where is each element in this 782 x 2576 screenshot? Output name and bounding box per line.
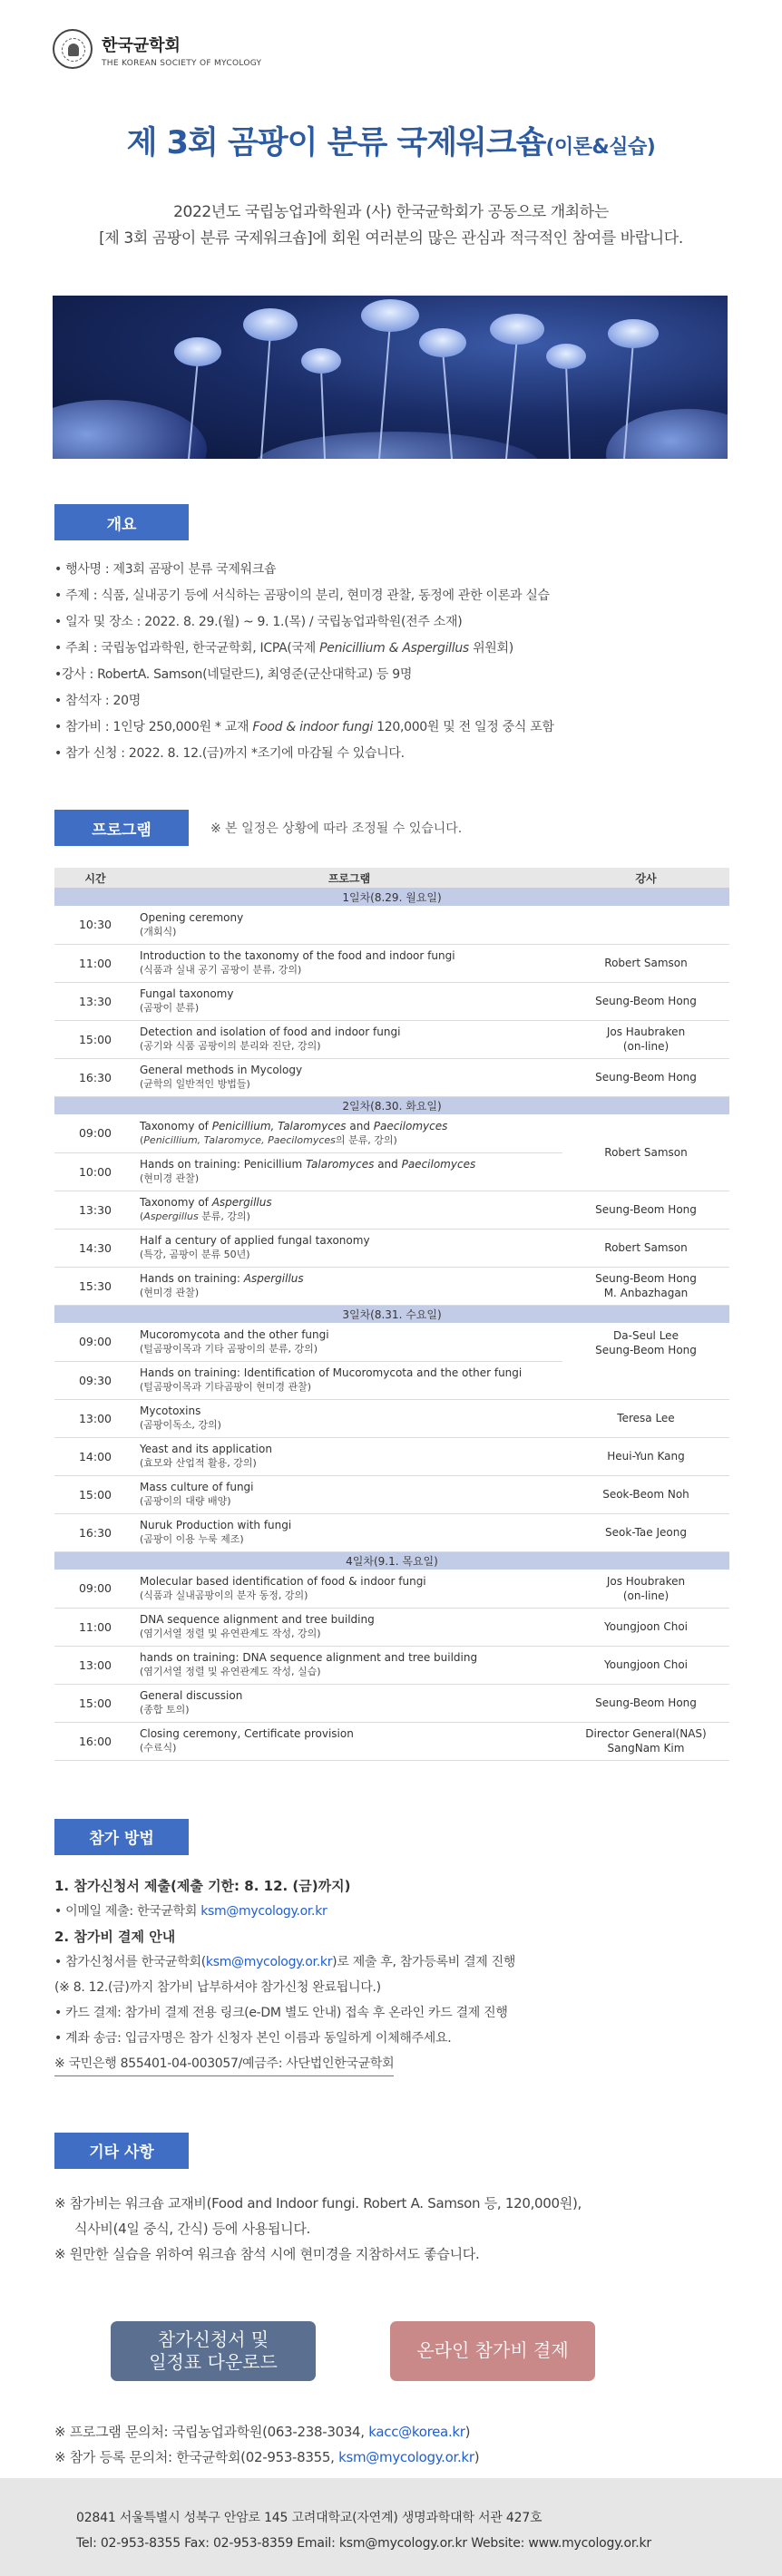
join-p1 xyxy=(54,1949,782,1975)
text-part-italic: Paecilomyces xyxy=(401,1158,476,1171)
etc-head xyxy=(54,2133,782,2169)
table-row xyxy=(54,1229,729,1267)
row-program xyxy=(136,1684,562,1722)
program-en: Half a century of applied fungal taxonomy xyxy=(140,1234,370,1247)
join-p1-email-link[interactable]: ksm@mycology.or.kr xyxy=(205,1954,333,1969)
text-part-italic: Talaromyces xyxy=(305,1158,375,1171)
table-row xyxy=(54,1020,729,1058)
action-buttons xyxy=(111,2321,782,2381)
program-en xyxy=(140,1120,447,1132)
ov-apply: • 참가 신청 : 2022. 8. 12.(금)까지 *조기에 마감될 수 있습니다. xyxy=(54,746,405,761)
program-ko: (곰팡이의 대량 배양) xyxy=(140,1495,231,1507)
col-speaker: 강사 xyxy=(562,868,729,888)
overview-tag: 개요 xyxy=(54,504,189,540)
program-tag: 프로그램 xyxy=(54,810,189,846)
ov-topic: • 주제 : 식품, 실내공기 등에 서식하는 곰팡이의 분리, 현미경 관찰, 동정에 관한 이론과 실습 xyxy=(54,588,550,603)
row-speaker: Seung-Beom Hong xyxy=(562,1191,729,1229)
program-note: ※ 본 일정은 상황에 따라 조정될 수 있습니다. xyxy=(210,821,463,836)
row-program xyxy=(136,1570,562,1608)
ov-fee-pre: • 참가비 : 1인당 250,000원 * 교재 xyxy=(54,720,253,734)
program-en xyxy=(140,1272,304,1285)
table-row xyxy=(54,1475,729,1513)
etc-tag: 기타 사항 xyxy=(54,2133,189,2169)
org-name-ko: 한국균학회 xyxy=(102,36,181,55)
program-en: Detection and isolation of food and indoor fungi xyxy=(140,1026,401,1038)
contact-section xyxy=(54,2419,782,2470)
table-row xyxy=(54,1323,729,1361)
row-program xyxy=(136,1191,562,1229)
col-time: 시간 xyxy=(54,868,136,888)
ov-fee-post: 120,000원 및 전 일정 중식 포함 xyxy=(372,720,554,734)
join-list xyxy=(54,1873,782,2076)
row-time: 11:00 xyxy=(54,1608,136,1646)
org-name xyxy=(102,29,261,68)
program-en: hands on training: DNA sequence alignment and tree building xyxy=(140,1651,478,1664)
day-row xyxy=(54,1096,729,1114)
text-part: and xyxy=(346,1119,374,1132)
intro-line-1: 2022년도 국립농업과학원과 (사) 한국균학회가 공동으로 개최하는 xyxy=(173,203,609,221)
row-program xyxy=(136,1475,562,1513)
ov-capacity: • 참석자 : 20명 xyxy=(54,694,141,708)
program-en: Closing ceremony, Certificate provision xyxy=(140,1727,354,1740)
program-ko: (현미경 관찰) xyxy=(140,1172,200,1184)
hero-fungi-image xyxy=(53,296,728,459)
program-ko: (곰팡이 분류) xyxy=(140,1002,200,1014)
join-step-1: 1. 참가신청서 제출(제출 기한: 8. 12. (금)까지) xyxy=(54,1877,351,1894)
join-p1-post: )로 제출 후, 참가등록비 결제 진행 xyxy=(332,1954,516,1969)
row-program xyxy=(136,1513,562,1551)
row-time: 14:00 xyxy=(54,1437,136,1475)
etc-section xyxy=(54,2133,782,2267)
row-program xyxy=(136,982,562,1020)
intro-line-2: [제 3회 곰팡이 분류 국제워크숍]에 회원 여러분의 많은 관심과 적극적인 참여를 바랍니다. xyxy=(99,229,683,248)
row-time: 14:30 xyxy=(54,1229,136,1267)
program-ko: (개회식) xyxy=(140,925,177,938)
row-time: 16:30 xyxy=(54,1513,136,1551)
online-payment-button[interactable]: 온라인 참가비 결제 xyxy=(390,2321,595,2381)
row-time: 16:00 xyxy=(54,1722,136,1760)
join-email xyxy=(54,1899,782,1924)
text-part-italic: Aspergillus xyxy=(143,1210,199,1222)
row-speaker: Jos Houbraken (on-line) xyxy=(562,1570,729,1608)
footer-phones: Tel: 02-953-8355 Fax: 02-953-8359 Email: ksm@mycology.or.kr Website: www.mycology.or.kr xyxy=(76,2536,651,2551)
program-ko: (식품과 실내 공기 곰팡이 분류, 강의) xyxy=(140,964,302,976)
page-title xyxy=(0,118,782,172)
program-en: Introduction to the taxonomy of the food and indoor fungi xyxy=(140,949,455,962)
day-row xyxy=(54,1551,729,1570)
hero-fungi-illustration xyxy=(53,296,728,459)
program-ko: (털곰팡이목과 기타 곰팡이의 분류, 강의) xyxy=(140,1342,318,1355)
table-row xyxy=(54,1191,729,1229)
row-speaker: Seok-Beom Noh xyxy=(562,1475,729,1513)
etc-line-1: ※ 참가비는 워크숍 교재비(Food and Indoor fungi. Robert A. Samson 등, 120,000원), xyxy=(54,2194,582,2211)
program-en: DNA sequence alignment and tree building xyxy=(140,1613,375,1626)
table-row xyxy=(54,1437,729,1475)
row-time: 13:30 xyxy=(54,1191,136,1229)
program-head xyxy=(54,810,782,846)
join-email-link[interactable]: ksm@mycology.or.kr xyxy=(200,1903,327,1919)
ov-fee-it: Food & indoor fungi xyxy=(252,720,373,734)
row-time: 10:00 xyxy=(54,1152,136,1191)
program-en xyxy=(140,1158,475,1171)
row-program xyxy=(136,1361,562,1399)
etc-line-3: ※ 원만한 실습을 위하여 워크숍 참석 시에 현미경을 지참하셔도 좋습니다. xyxy=(54,2245,480,2262)
row-time: 13:00 xyxy=(54,1399,136,1437)
contact-registration-pre: ※ 참가 등록 문의처: 한국균학회(02-953-8355, xyxy=(54,2448,339,2465)
row-program xyxy=(136,1646,562,1684)
ov-name: • 행사명 : 제3회 곰팡이 분류 국제워크숍 xyxy=(54,562,277,577)
row-program xyxy=(136,1437,562,1475)
row-speaker: Seung-Beom Hong M. Anbazhagan xyxy=(562,1267,729,1305)
title-main: 제 3회 곰팡이 분류 국제워크숍 xyxy=(126,125,546,161)
row-time: 09:30 xyxy=(54,1361,136,1399)
program-ko: (곰팡이독소, 강의) xyxy=(140,1419,221,1431)
download-form-button[interactable]: 참가신청서 및 일정표 다운로드 xyxy=(111,2321,316,2381)
text-part-italic: Penicillium, Talaromyce, Paecilomyces xyxy=(143,1133,336,1146)
program-ko: (효모와 산업적 활용, 강의) xyxy=(140,1457,257,1469)
row-program xyxy=(136,1722,562,1760)
table-row xyxy=(54,1267,729,1305)
table-row xyxy=(54,1608,729,1646)
row-speaker: Youngjoon Choi xyxy=(562,1608,729,1646)
table-row xyxy=(54,1058,729,1096)
row-speaker: Director General(NAS) SangNam Kim xyxy=(562,1722,729,1760)
contact-program xyxy=(54,2419,782,2445)
table-row xyxy=(54,1114,729,1152)
text-part: Taxonomy of xyxy=(140,1196,212,1209)
org-name-en: THE KOREAN SOCIETY OF MYCOLOGY xyxy=(102,59,262,68)
text-part: 분류, 강의) xyxy=(198,1210,250,1222)
day-label: 1일차(8.29. 월요일) xyxy=(54,888,729,906)
table-row xyxy=(54,1513,729,1551)
intro-text xyxy=(0,199,782,252)
row-time: 16:30 xyxy=(54,1058,136,1096)
row-speaker xyxy=(562,906,729,944)
table-row xyxy=(54,944,729,982)
day-label: 3일차(8.31. 수요일) xyxy=(54,1305,729,1323)
text-part: ( xyxy=(140,1210,144,1222)
row-speaker: Seung-Beom Hong xyxy=(562,1058,729,1096)
table-row xyxy=(54,982,729,1020)
contact-program-email[interactable]: kacc@korea.kr xyxy=(368,2423,465,2440)
text-part: Hands on training: xyxy=(140,1272,244,1285)
table-row xyxy=(54,1570,729,1608)
schedule-header-row xyxy=(54,868,729,888)
row-program xyxy=(136,1267,562,1305)
table-row xyxy=(54,1646,729,1684)
text-part: Hands on training: Penicillium xyxy=(140,1158,306,1171)
join-head xyxy=(54,1819,782,1855)
row-program xyxy=(136,1058,562,1096)
row-time: 15:00 xyxy=(54,1684,136,1722)
row-time: 13:00 xyxy=(54,1646,136,1684)
row-time: 09:00 xyxy=(54,1570,136,1608)
row-program xyxy=(136,944,562,982)
program-section xyxy=(54,810,782,1761)
row-program xyxy=(136,1020,562,1058)
header xyxy=(0,0,782,91)
text-part: ( xyxy=(140,1133,144,1146)
table-row xyxy=(54,1399,729,1437)
program-ko xyxy=(140,1210,562,1223)
contact-program-post: ) xyxy=(464,2423,471,2440)
title-sub: (이론&실습) xyxy=(545,136,656,159)
row-program xyxy=(136,906,562,944)
program-ko xyxy=(140,1133,562,1147)
row-speaker: Seung-Beom Hong xyxy=(562,982,729,1020)
join-p4: • 계좌 송금: 입금자명은 참가 신청자 본인 이름과 동일하게 이체해주세요. xyxy=(54,2030,452,2046)
program-ko: (염기서열 정렬 및 유연관계도 작성, 실습) xyxy=(140,1666,321,1677)
text-part: 의 분류, 강의) xyxy=(335,1133,397,1146)
program-ko: (균학의 일반적인 방법들) xyxy=(140,1078,250,1090)
program-ko: (공기와 식품 곰팡이의 분리와 진단, 강의) xyxy=(140,1040,321,1052)
program-en: General discussion xyxy=(140,1689,243,1702)
row-program xyxy=(136,1608,562,1646)
table-row xyxy=(54,1722,729,1760)
row-speaker: Heui-Yun Kang xyxy=(562,1437,729,1475)
program-ko: (현미경 관찰) xyxy=(140,1287,200,1298)
program-en: General methods in Mycology xyxy=(140,1064,303,1076)
program-en: Mycotoxins xyxy=(140,1405,201,1417)
overview-section xyxy=(54,504,782,767)
program-ko: (종합 토의) xyxy=(140,1704,190,1716)
program-ko: (식품과 실내곰팡이의 분자 동정, 강의) xyxy=(140,1589,308,1601)
row-time: 13:30 xyxy=(54,982,136,1020)
join-p2: (※ 8. 12.(금)까지 참가비 납부하셔야 참가신청 완료됩니다.) xyxy=(54,1979,381,1995)
row-speaker: Jos Haubraken (on-line) xyxy=(562,1020,729,1058)
program-en: Yeast and its application xyxy=(140,1443,272,1455)
text-part-italic: Penicillium, Talaromyces xyxy=(211,1119,347,1132)
row-speaker: Robert Samson xyxy=(562,1229,729,1267)
society-seal-logo xyxy=(53,29,93,69)
row-program xyxy=(136,1114,562,1152)
day-label: 2일차(8.30. 화요일) xyxy=(54,1096,729,1114)
row-time: 15:30 xyxy=(54,1267,136,1305)
row-speaker: Youngjoon Choi xyxy=(562,1646,729,1684)
row-time: 09:00 xyxy=(54,1323,136,1361)
schedule-table xyxy=(54,868,729,1761)
program-en: Opening ceremony xyxy=(140,910,244,924)
row-program xyxy=(136,1229,562,1267)
program-ko: (곰팡이 이용 누룩 제조) xyxy=(140,1533,244,1545)
join-step-2: 2. 참가비 결제 안내 xyxy=(54,1928,176,1945)
footer xyxy=(0,2478,782,2576)
program-en xyxy=(140,1196,272,1209)
footer-address: 02841 서울특별시 성북구 안암로 145 고려대학교(자연계) 생명과학대학 서관 427호 xyxy=(76,2511,543,2525)
row-program xyxy=(136,1323,562,1361)
program-en: Fungal taxonomy xyxy=(140,987,234,1000)
program-en: Mass culture of fungi xyxy=(140,1481,254,1493)
overview-head xyxy=(54,504,782,540)
text-part-italic: Aspergillus xyxy=(211,1196,272,1209)
program-ko: (염기서열 정렬 및 유연관계도 작성, 강의) xyxy=(140,1628,321,1639)
row-program xyxy=(136,1399,562,1437)
contact-registration xyxy=(54,2445,782,2470)
day-row xyxy=(54,888,729,906)
row-speaker: Seung-Beom Hong xyxy=(562,1684,729,1722)
ov-host-post: 위원회) xyxy=(468,641,513,656)
table-row xyxy=(54,1684,729,1722)
ov-fee xyxy=(54,714,782,741)
row-time: 11:00 xyxy=(54,944,136,982)
contact-registration-post: ) xyxy=(474,2448,480,2465)
day-label: 4일차(9.1. 목요일) xyxy=(54,1551,729,1570)
text-part: Taxonomy of xyxy=(140,1119,212,1132)
join-account: ※ 국민은행 855401-04-003057/예금주: 사단법인한국균학회 xyxy=(54,2051,394,2076)
contact-program-pre: ※ 프로그램 문의처: 국립농업과학원(063-238-3034, xyxy=(54,2423,369,2440)
overview-list xyxy=(54,557,782,767)
row-time: 15:00 xyxy=(54,1475,136,1513)
col-program: 프로그램 xyxy=(136,868,562,888)
table-row xyxy=(54,906,729,944)
contact-registration-email[interactable]: ksm@mycology.or.kr xyxy=(338,2448,474,2465)
program-ko: (수료식) xyxy=(140,1742,177,1754)
program-en: Mucoromycota and the other fungi xyxy=(140,1327,329,1341)
day-row xyxy=(54,1305,729,1323)
row-time: 15:00 xyxy=(54,1020,136,1058)
join-p3: • 카드 결제: 참가비 결제 전용 링크(e-DM 별도 안내) 접속 후 온라인 카드 결제 진행 xyxy=(54,2005,508,2020)
row-program xyxy=(136,1152,562,1191)
join-section xyxy=(54,1819,782,2076)
row-speaker: Da-Seul Lee Seung-Beom Hong xyxy=(562,1323,729,1399)
row-time: 09:00 xyxy=(54,1114,136,1152)
text-part-italic: Aspergillus xyxy=(243,1272,304,1285)
row-speaker: Seok-Tae Jeong xyxy=(562,1513,729,1551)
ov-speakers: •강사 : RobertA. Samson(네덜란드), 최영준(군산대학교) 등 9명 xyxy=(54,667,413,682)
row-speaker: Robert Samson xyxy=(562,1114,729,1191)
row-time: 10:30 xyxy=(54,906,136,944)
text-part-italic: Paecilomyces xyxy=(373,1119,448,1132)
row-speaker: Teresa Lee xyxy=(562,1399,729,1437)
program-en: Nuruk Production with fungi xyxy=(140,1519,292,1531)
text-part: and xyxy=(374,1158,402,1171)
etc-list xyxy=(54,2191,782,2267)
program-en: Molecular based identification of food & indoor fungi xyxy=(140,1574,426,1588)
ov-date: • 일자 및 장소 : 2022. 8. 29.(월) ~ 9. 1.(목) / 국립농업과학원(전주 소재) xyxy=(54,615,463,629)
ov-host xyxy=(54,636,782,662)
program-ko: (특강, 곰팡이 분류 50년) xyxy=(140,1249,250,1260)
join-email-pre: • 이메일 제출: 한국균학회 xyxy=(54,1903,201,1919)
etc-line-2: 식사비(4일 중식, 간식) 등에 사용됩니다. xyxy=(74,2220,311,2237)
ov-host-it: Penicillium & Aspergillus xyxy=(319,641,469,656)
program-ko: (털곰팡이목과 기타곰팡이 현미경 관찰) xyxy=(140,1381,312,1393)
ov-host-pre: • 주최 : 국립농업과학원, 한국균학회, ICPA(국제 xyxy=(54,641,320,656)
row-speaker: Robert Samson xyxy=(562,944,729,982)
join-tag: 참가 방법 xyxy=(54,1819,189,1855)
program-en: Hands on training: Identification of Mucoromycota and the other fungi xyxy=(140,1366,523,1379)
join-p1-pre: • 참가신청서를 한국균학회( xyxy=(54,1954,206,1969)
